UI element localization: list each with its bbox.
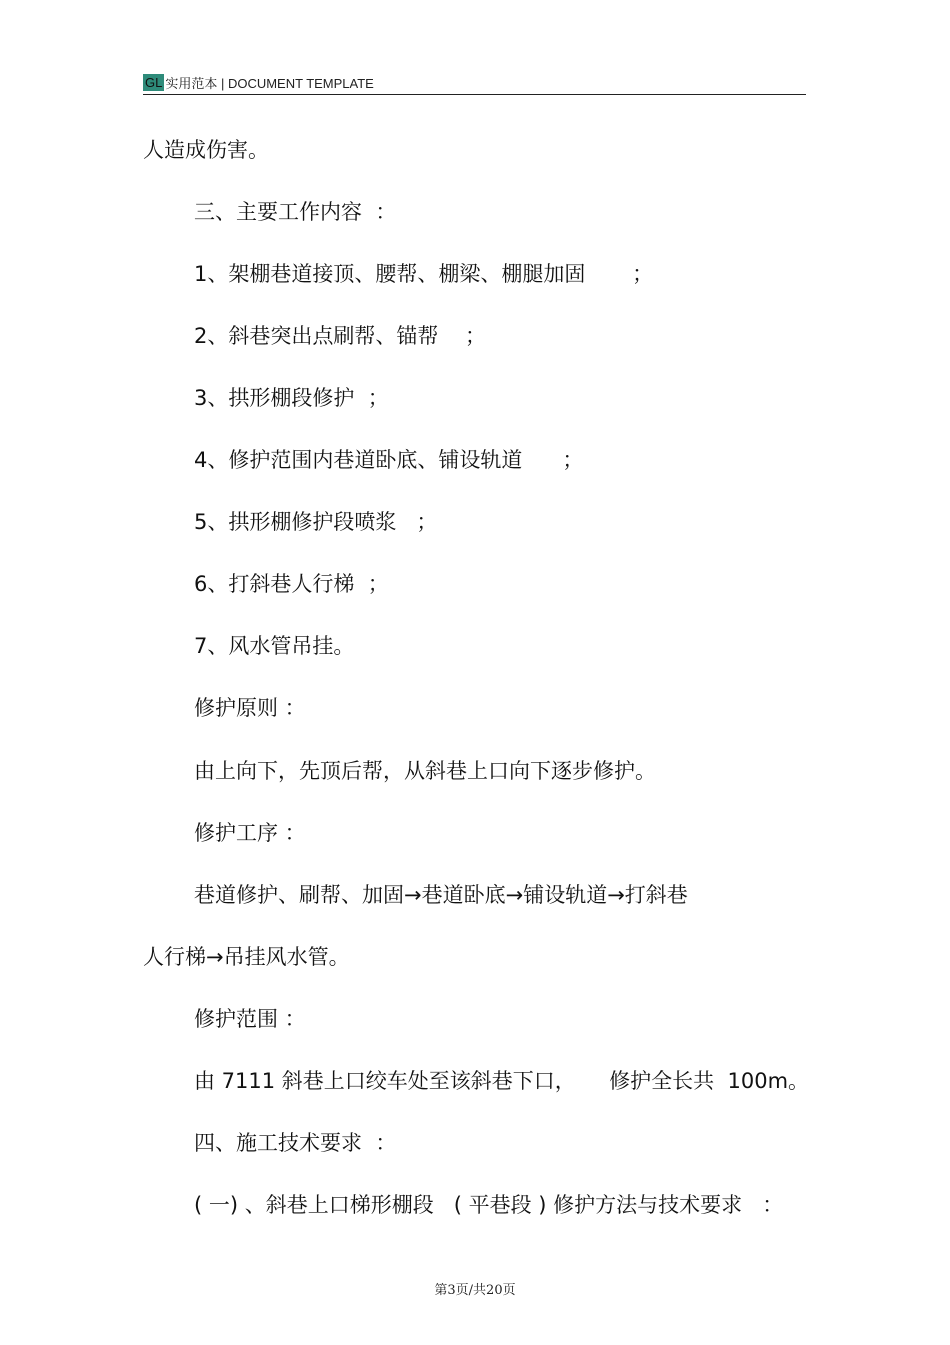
repair-procedure-text-2: 人行梯→吊挂风水管。 [143,945,350,969]
work-item-6: 6、打斜巷人行梯 ； [194,572,389,596]
body-line-1: 人造成伤害。 [143,138,269,162]
work-item-3: 3、拱形棚段修护 ； [194,386,389,410]
subsection-heading-1: ( 一) 、斜巷上口梯形棚段 ( 平巷段 ) 修护方法与技术要求 ： [194,1193,784,1217]
work-item-4: 4、修护范围内巷道卧底、铺设轨道 ； [194,448,584,472]
section-heading-3: 三、主要工作内容 ： [194,200,397,224]
work-item-2: 2、斜巷突出点刷帮、锚帮 ； [194,324,487,348]
work-item-7: 7、风水管吊挂。 [194,634,355,658]
repair-scope-heading: 修护范围 ： [194,1007,306,1031]
header-title: 实用范本 | DOCUMENT TEMPLATE [165,75,374,91]
gl-logo: GL [145,74,163,90]
repair-principle-text: 由上向下，先顶后帮，从斜巷上口向下逐步修护。 [194,759,656,783]
page-number: 第3页/共20页 [434,1283,516,1298]
repair-procedure-heading: 修护工序 ： [194,821,306,845]
work-item-1: 1、架棚巷道接顶、腰帮、棚梁、棚腿加固 ； [194,262,654,286]
work-item-5: 5、拱形棚修护段喷浆 ； [194,510,438,534]
repair-procedure-text-1: 巷道修护、刷帮、加固→巷道卧底→铺设轨道→打斜巷 [194,883,688,907]
repair-principle-heading: 修护原则 ： [194,696,306,720]
document-header [143,70,806,95]
repair-scope-text: 由 7111 斜巷上口绞车处至该斜巷下口， 修护全长共 100m。 [194,1069,810,1093]
section-heading-4: 四、施工技术要求 ： [194,1131,397,1155]
